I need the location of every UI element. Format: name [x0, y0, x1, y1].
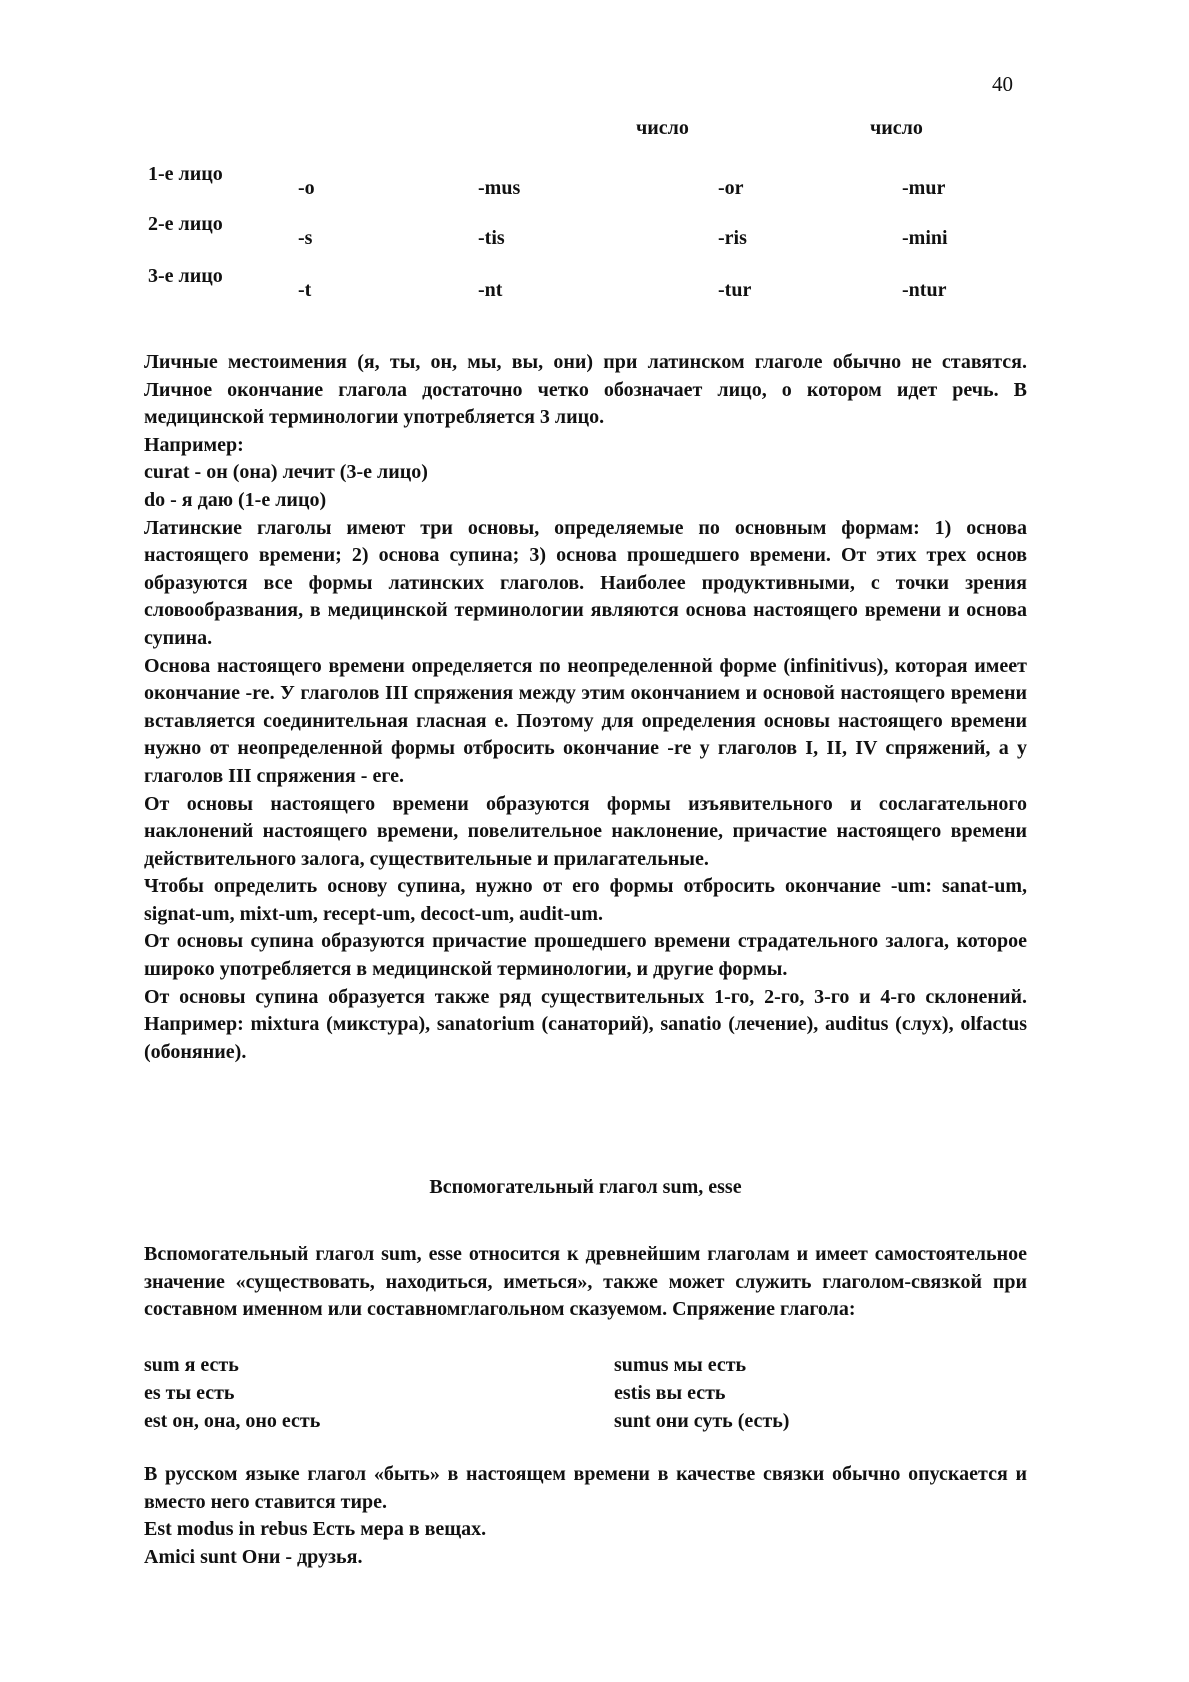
table-cell: -tis: [478, 227, 505, 249]
row-person-label: 2-е лицо: [148, 213, 223, 235]
paragraph: Например:: [144, 433, 244, 456]
paragraph: От основы супина образуются причастие прошедшего времени страдательного залога, которое широко употребляется в медицинской терминологии, и другие формы.: [144, 930, 1027, 981]
table-cell: -t: [298, 279, 312, 301]
paragraph: Основа настоящего времени определяется по неопределенной форме (infinitivus), которая имеет окончание -re. У глаголов III спряжения между этим окончанием и основой настоящего времени вставляется соединительная гласная е. Поэтому для определения основы настоящего времени нужно от неопределенной формы отбросить окончание -re у глаголов I, II, IV спряжений, а у глаголов III спряжения - еге.: [144, 654, 1027, 787]
body-text: [144, 1461, 1027, 1571]
table-cell: -mus: [478, 177, 521, 199]
table-header-right: число: [870, 117, 923, 139]
table-cell: -mur: [902, 177, 946, 199]
paragraph: Вспомогательный глагол sum, esse относится к древнейшим глаголам и имеет самостоятельное значение «существовать, находиться, иметься», также может служить глаголом-связкой при составном именном или составномглагольном сказуемом. Спряжение глагола:: [144, 1243, 1027, 1321]
conjugation-left: [144, 1351, 320, 1435]
table-cell: -ntur: [902, 279, 947, 301]
table-cell: -o: [298, 177, 315, 199]
paragraph: Личные местоимения (я, ты, он, мы, вы, они) при латинском глаголе обычно не ставятся. Личное окончание глагола достаточно четко обозначает лицо, о котором идет речь. В медицинской терминологии употребляется 3 лицо.: [144, 351, 1027, 429]
table-cell: -tur: [718, 279, 752, 301]
table-cell: -or: [718, 177, 744, 199]
row-person-label: 3-е лицо: [148, 265, 223, 287]
paragraph: Чтобы определить основу супина, нужно от его формы отбросить окончание -um: sanat-um, signat-um, mixt-um, recept-um, decoct-um, audit-um.: [144, 875, 1027, 925]
conjugation-item: es ты есть: [144, 1382, 235, 1404]
row-person-label: 1-е лицо: [148, 163, 223, 185]
conjugation-item: estis вы есть: [614, 1382, 726, 1404]
conjugation-item: est он, она, оно есть: [144, 1410, 321, 1432]
paragraph: От основы супина образуется также ряд существительных 1-го, 2-го, 3-го и 4-го склонений. Например: mixtura (микстура), sanatorium (санаторий), sanatio (лечение), auditus (слух), olfactus (обоняние).: [144, 985, 1027, 1063]
paragraph: Est modus in rebus Есть мера в вещах.: [144, 1518, 487, 1541]
paragraph: Латинские глаголы имеют три основы, определяемые по основным формам: 1) основа настоящего времени; 2) основа супина; 3) основа прошедшего времени. От этих трех основ образуются все формы латинских глаголов. Наиболее продуктивными, с точки зрения словообразвания, в медицинской терминологии являются основа настоящего времени и основа супина.: [144, 516, 1027, 649]
table-header-left: число: [636, 117, 689, 139]
paragraph: do - я даю (1-е лицо): [144, 488, 327, 511]
paragraph: curat - он (она) лечит (3-е лицо): [144, 461, 428, 484]
body-text: [144, 349, 1027, 1066]
table-cell: -ris: [718, 227, 747, 249]
page-number: 40: [992, 72, 1013, 96]
paragraph: От основы настоящего времени образуются формы изъявительного и сослагательного наклонений настоящего времени, повелительное наклонение, причастие настоящего времени действительного залога, существительные и прилагательные.: [144, 792, 1027, 870]
section-heading: Вспомогательный глагол sum, esse: [429, 1176, 742, 1198]
conjugation-item: sunt они суть (есть): [614, 1410, 790, 1432]
table-cell: -mini: [902, 227, 948, 249]
table-cell: -nt: [478, 279, 503, 301]
paragraph: Amici sunt Они - друзья.: [144, 1545, 363, 1568]
table-cell: -s: [298, 227, 313, 249]
paragraph: В русском языке глагол «быть» в настоящем времени в качестве связки обычно опускается и вместо него ставится тире.: [144, 1463, 1027, 1513]
conjugation-item: sumus мы есть: [614, 1354, 747, 1376]
conjugation-right: [614, 1351, 789, 1435]
conjugation-item: sum я есть: [144, 1354, 239, 1376]
body-text: [144, 1241, 1027, 1324]
